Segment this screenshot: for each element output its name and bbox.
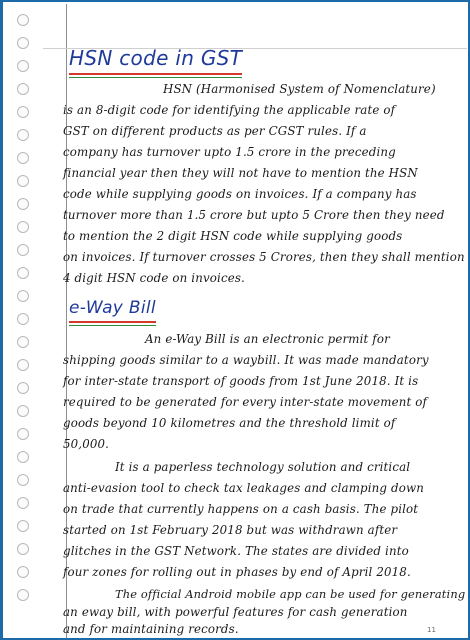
binding-hole xyxy=(17,589,29,601)
eway-line: started on 1st February 2018 but was withdrawn after xyxy=(63,523,398,537)
hsn-line: on invoices. If turnover crosses 5 Crores, then they shall mention xyxy=(63,250,465,264)
eway-line: An e-Way Bill is an electronic permit for xyxy=(145,332,390,346)
binding-hole xyxy=(17,543,29,555)
binding-hole xyxy=(17,221,29,233)
binding-hole xyxy=(17,83,29,95)
binding-hole xyxy=(17,60,29,72)
eway-line: It is a paperless technology solution and critical xyxy=(115,460,411,474)
binding-hole xyxy=(17,267,29,279)
hsn-line: financial year then they will not have to mention the HSN xyxy=(63,166,418,180)
hsn-line: is an 8-digit code for identifying the applicable rate of xyxy=(63,103,396,117)
binding-hole xyxy=(17,129,29,141)
hsn-line: company has turnover upto 1.5 crore in the preceding xyxy=(63,145,396,159)
eway-line: The official Android mobile app can be used for generating xyxy=(115,587,466,601)
eway-line: on trade that currently happens on a cash basis. The pilot xyxy=(63,502,419,516)
eway-line: shipping goods similar to a waybill. It was made mandatory xyxy=(63,353,429,367)
binding-hole xyxy=(17,359,29,371)
eway-line: for inter-state transport of goods from 1st June 2018. It is xyxy=(63,374,419,388)
hsn-line: 4 digit HSN code on invoices. xyxy=(63,271,245,285)
spiral-binding xyxy=(15,14,33,614)
hsn-line: code while supplying goods on invoices. If a company has xyxy=(63,187,417,201)
binding-hole xyxy=(17,175,29,187)
eway-line: anti-evasion tool to check tax leakages and clamping down xyxy=(63,481,424,495)
eway-bill-heading-underline-red xyxy=(69,321,156,323)
hsn-line: to mention the 2 digit HSN code while supplying goods xyxy=(63,229,403,243)
binding-hole xyxy=(17,290,29,302)
eway-line: glitches in the GST Network. The states are divided into xyxy=(63,544,409,558)
binding-hole xyxy=(17,14,29,26)
hsn-heading xyxy=(69,46,242,70)
eway-bill-heading-text: e-Way Bill xyxy=(69,298,156,318)
hsn-line: HSN (Harmonised System of Nomenclature) xyxy=(163,82,436,96)
page-number: 11 xyxy=(427,626,436,634)
eway-line: and for maintaining records. xyxy=(63,622,239,636)
binding-hole xyxy=(17,336,29,348)
binding-hole xyxy=(17,37,29,49)
hsn-heading-underline-red xyxy=(69,73,242,75)
binding-hole xyxy=(17,382,29,394)
eway-bill-heading-underline-green xyxy=(69,325,156,326)
binding-hole xyxy=(17,313,29,325)
eway-line: goods beyond 10 kilometres and the threshold limit of xyxy=(63,416,396,430)
hsn-heading-text: HSN code in GST xyxy=(69,46,243,70)
eway-bill-heading xyxy=(69,298,156,318)
binding-hole xyxy=(17,520,29,532)
binding-hole xyxy=(17,497,29,509)
eway-line: an eway bill, with powerful features for cash generation xyxy=(63,605,408,619)
binding-hole xyxy=(17,198,29,210)
binding-hole xyxy=(17,244,29,256)
binding-hole xyxy=(17,451,29,463)
binding-hole xyxy=(17,474,29,486)
hsn-line: GST on different products as per CGST rules. If a xyxy=(63,124,367,138)
margin-line xyxy=(66,4,67,638)
binding-hole xyxy=(17,106,29,118)
eway-line: four zones for rolling out in phases by end of April 2018. xyxy=(63,565,411,579)
eway-line: required to be generated for every inter-state movement of xyxy=(63,395,428,409)
hsn-line: turnover more than 1.5 crore but upto 5 Crore then they need xyxy=(63,208,445,222)
hsn-heading-underline-green xyxy=(69,77,242,78)
eway-line: 50,000. xyxy=(63,437,110,451)
binding-hole xyxy=(17,152,29,164)
binding-hole xyxy=(17,405,29,417)
binding-hole xyxy=(17,428,29,440)
binding-hole xyxy=(17,566,29,578)
